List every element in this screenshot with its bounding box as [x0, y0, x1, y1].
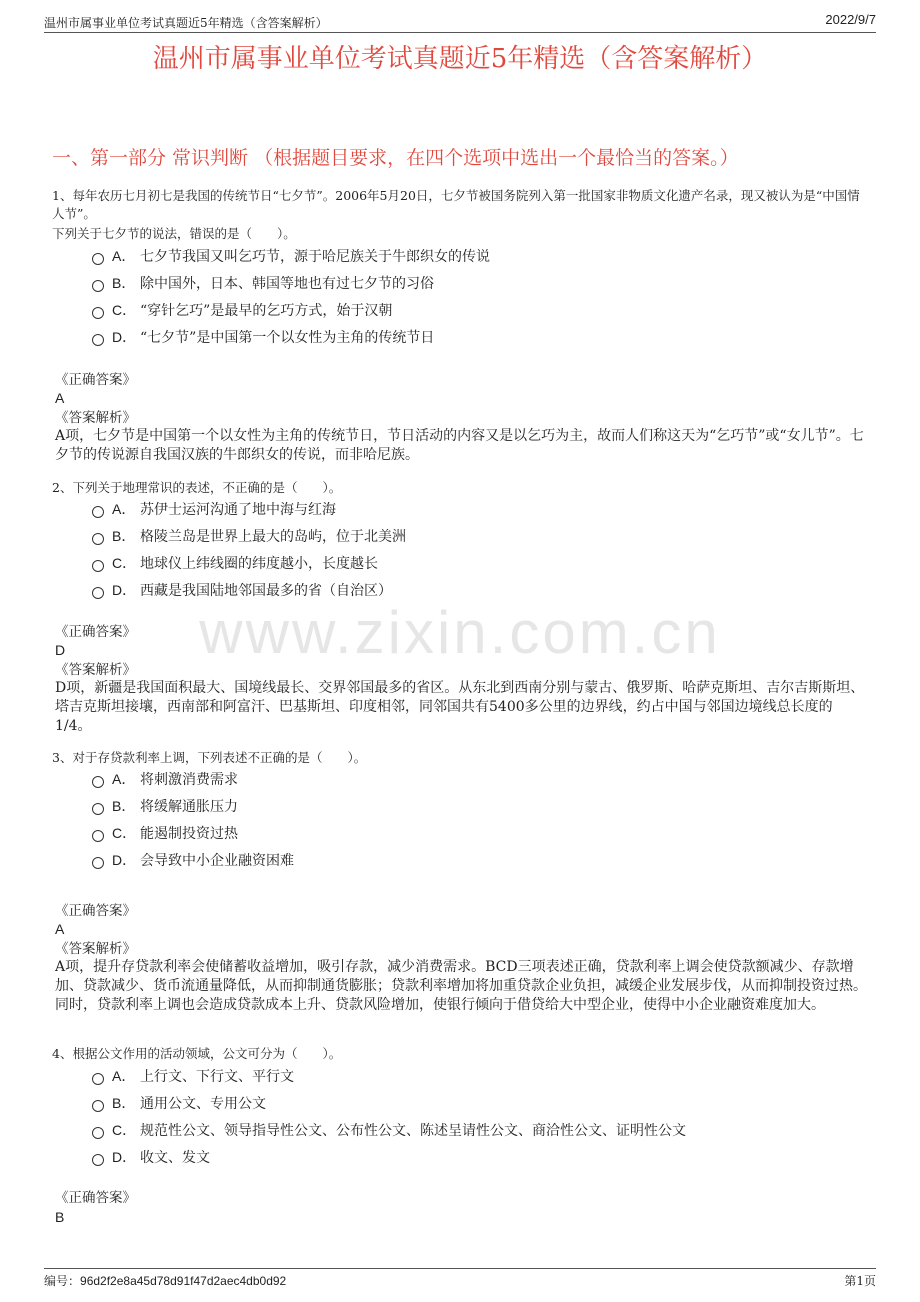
- option-b[interactable]: B． 除中国外，日本、韩国等地也有过七夕节的习俗: [92, 273, 434, 294]
- correct-answer-label: 《正确答案》: [55, 372, 136, 388]
- page-footer: [44, 1268, 876, 1288]
- option-d[interactable]: D． 收文、发文: [92, 1147, 210, 1168]
- radio-icon[interactable]: [92, 1073, 104, 1085]
- option-c[interactable]: C． 地球仪上纬线圈的纬度越小，长度越长: [92, 553, 378, 574]
- option-a[interactable]: A． 苏伊士运河沟通了地中海与红海: [92, 499, 336, 520]
- correct-answer: D: [55, 642, 66, 658]
- radio-icon[interactable]: [92, 1100, 104, 1112]
- section-heading: 一、第一部分 常识判断 （根据题目要求，在四个选项中选出一个最恰当的答案。）: [52, 147, 739, 169]
- header-doc-title: 温州市属事业单位考试真题近5年精选（含答案解析）: [44, 16, 328, 30]
- document-id: 编号：96d2f2e8a45d78d91f47d2aec4db0d92: [44, 1274, 287, 1288]
- analysis-label: 《答案解析》: [55, 941, 136, 957]
- option-b[interactable]: B． 格陵兰岛是世界上最大的岛屿，位于北美洲: [92, 526, 406, 547]
- option-d[interactable]: D． 西藏是我国陆地邻国最多的省（自治区）: [92, 580, 392, 601]
- radio-icon[interactable]: [92, 803, 104, 815]
- question-stem: 4、根据公文作用的活动领域，公文可分为（ ）。: [52, 1046, 342, 1061]
- option-a[interactable]: A． 七夕节我国又叫乞巧节，源于哈尼族关于牛郎织女的传说: [92, 246, 490, 267]
- analysis-text: A项，提升存贷款利率会使储蓄收益增加，吸引存款，减少消费需求。BCD三项表述正确，贷款利率上调会使贷款额减少、存款增加、贷款减少、货币流通量降低，从而抑制通货膨胀；贷款利率增加将加重贷款企业负担，减缓企业发展步伐，从而抑制投资过热。同时，贷款利率上调也会造成贷款成本上升、贷款风险增加，使银行倾向于借贷给大中型企业，使得中小企业融资难度加大。: [55, 959, 867, 1013]
- question-stem: 3、对于存贷款利率上调，下列表述不正确的是（ ）。: [52, 750, 367, 765]
- correct-answer-label: 《正确答案》: [55, 903, 136, 919]
- option-d[interactable]: D． 会导致中小企业融资困难: [92, 850, 294, 871]
- radio-icon[interactable]: [92, 334, 104, 346]
- radio-icon[interactable]: [92, 307, 104, 319]
- page-number: 第1页: [844, 1274, 876, 1288]
- option-d[interactable]: D． “七夕节”是中国第一个以女性为主角的传统节日: [92, 327, 434, 348]
- option-b[interactable]: B． 将缓解通胀压力: [92, 796, 238, 817]
- option-c[interactable]: C． “穿针乞巧”是最早的乞巧方式，始于汉朝: [92, 300, 392, 321]
- question-prompt: 下列关于七夕节的说法，错误的是（ ）。: [52, 226, 296, 241]
- option-c[interactable]: C． 能遏制投资过热: [92, 823, 238, 844]
- correct-answer-label: 《正确答案》: [55, 1190, 136, 1206]
- analysis-label: 《答案解析》: [55, 662, 136, 678]
- analysis-text: A项，七夕节是中国第一个以女性为主角的传统节日，节日活动的内容又是以乞巧为主，故而人们称这天为“乞巧节”或“女儿节”。七夕节的传说源自我国汉族的牛郎织女的传说，而非哈尼族。: [55, 428, 864, 463]
- radio-icon[interactable]: [92, 253, 104, 265]
- header-date: 2022/9/7: [825, 12, 876, 27]
- analysis-label: 《答案解析》: [55, 410, 136, 426]
- radio-icon[interactable]: [92, 587, 104, 599]
- correct-answer-label: 《正确答案》: [55, 624, 136, 640]
- question-stem: 2、下列关于地理常识的表述，不正确的是（ ）。: [52, 480, 342, 495]
- correct-answer: B: [55, 1209, 65, 1225]
- option-c[interactable]: C． 规范性公文、领导指导性公文、公布性公文、陈述呈请性公文、商洽性公文、证明性公文: [92, 1120, 686, 1141]
- analysis-text: D项，新疆是我国面积最大、国境线最长、交界邻国最多的省区。从东北到西南分别与蒙古、俄罗斯、哈萨克斯坦、吉尔吉斯斯坦、塔吉克斯坦接壤，西南部和阿富汗、巴基斯坦、印度相邻，同邻国共有5400多公里的边界线，约占中国与邻国边境线总长度的1/4。: [55, 680, 865, 734]
- option-a[interactable]: A． 上行文、下行文、平行文: [92, 1066, 294, 1087]
- radio-icon[interactable]: [92, 1127, 104, 1139]
- radio-icon[interactable]: [92, 1154, 104, 1166]
- radio-icon[interactable]: [92, 280, 104, 292]
- radio-icon[interactable]: [92, 506, 104, 518]
- radio-icon[interactable]: [92, 830, 104, 842]
- correct-answer: A: [55, 921, 65, 937]
- watermark: www.zixin.com.cn: [199, 599, 721, 666]
- radio-icon[interactable]: [92, 776, 104, 788]
- radio-icon[interactable]: [92, 857, 104, 869]
- page-header: [44, 12, 876, 33]
- option-a[interactable]: A． 将刺激消费需求: [92, 769, 238, 790]
- option-b[interactable]: B． 通用公文、专用公文: [92, 1093, 266, 1114]
- radio-icon[interactable]: [92, 533, 104, 545]
- correct-answer: A: [55, 390, 65, 406]
- question-stem: 1、每年农历七月初七是我国的传统节日“七夕节”。2006年5月20日，七夕节被国务院列入第一批国家非物质文化遗产名录，现又被认为是“中国情人节”。: [52, 188, 860, 221]
- page-title: 温州市属事业单位考试真题近5年精选（含答案解析）: [152, 44, 768, 74]
- radio-icon[interactable]: [92, 560, 104, 572]
